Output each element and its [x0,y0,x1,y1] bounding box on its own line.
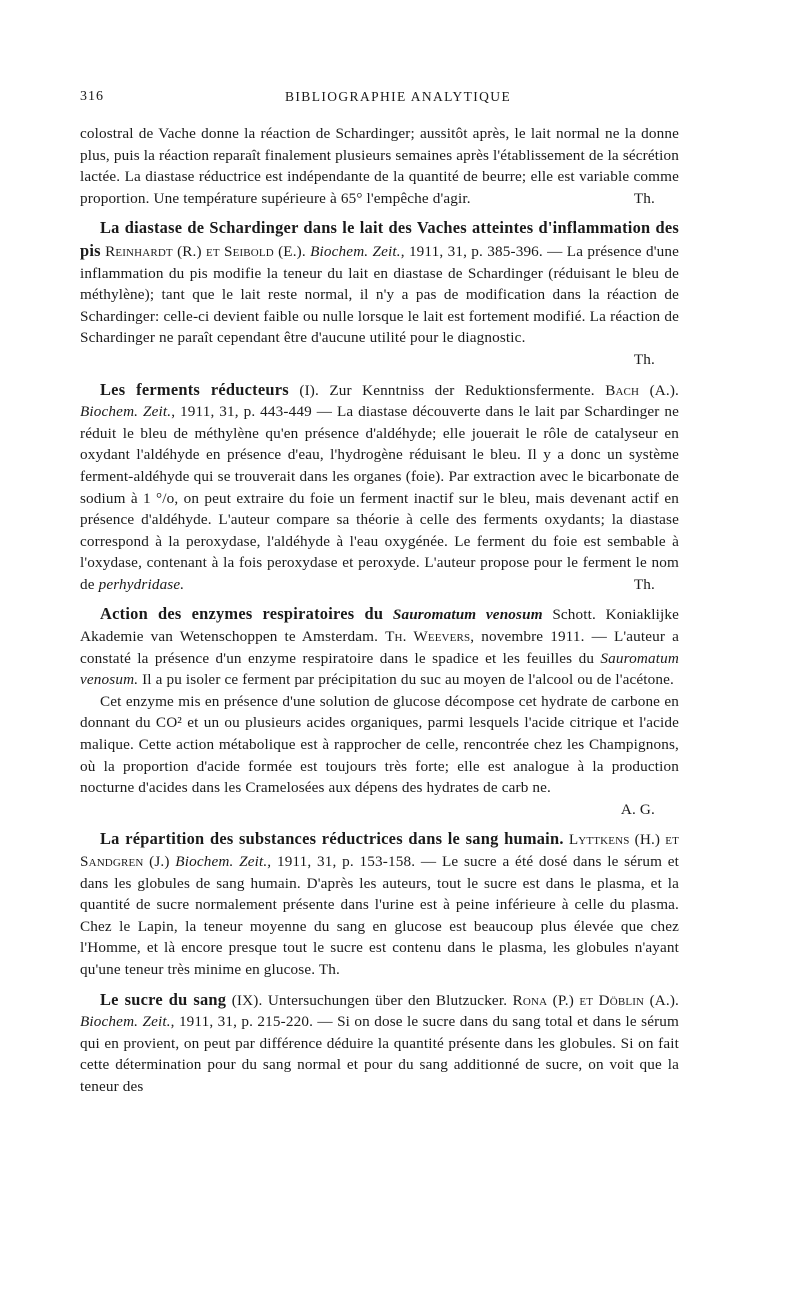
abstract-text: Le sucre a été dosé dans le sérum et dans les globules de sang humain. D'après les auteurs, tout le sucre est dans le plasma, et la quantité de sucre normalement présente dans l'urine est à peine inférieure à celle du plasma. Chez le Lapin, la teneur moyenne du sang en glucose est beaucoup plus élevée que chez l'Homme, et là encore presque tout le sucre est contenu dans le plasma, les globules n'ayant qu'une teneur très minime en glucose. [80,853,680,978]
citation-detail: novembre 1911. — [474,628,607,646]
text-body [80,123,679,1098]
abstract-text: Il a pu isoler ce ferment par précipitation du suc au moyen de l'alcool ou de l'acétone. [142,671,674,689]
abstract-entry [80,989,679,1098]
abstract-text: La diastase découverte dans le lait par Schardinger ne réduit le bleu de méthylène qu'en présence d'aldéhyde; elle jouerait le rôle de catalyseur en oxydant l'aldéhyde en présence d'eau, l'hydrogène réduisant le bleu. Il y a donc un système ferment-aldéhyde qui se trouverait dans les organes (foie). Par extraction avec le bicarbonate de sodium à 1 °/o, on peut extraire du foie un ferment inactif sur le bleu, mais devenant actif en présence d'aldéhyde. L'auteur compare sa théorie à celle des ferments oxydants; la diastase correspond à la peroxydase, l'aldéhyde à l'eau oxygénée. Le ferment du foie est sembable à l'oxydase, contenant à la fois peroxydase et peroxyde. L'auteur propose pour le ferment le nom de [80,403,679,593]
article-title-suffix: (I). Zur Kenntniss der Reduktionsfermente. [288,381,595,399]
citation-detail: , 1911, 31, p. 215-220. — [170,1013,333,1031]
article-authors: Th. Weevers, [385,628,475,646]
journal-name: Biochem. Zeit. [175,853,268,870]
abstract-entry [80,379,679,596]
citation-detail: , 1911, 31, p. 153-158. — [267,853,437,870]
abstract-signature: Th. [318,960,340,978]
abstract-entry [80,828,679,980]
abstract-text: La présence d'une inflammation du pis modifie la teneur du lait en diastase de Schardinger (réduisant le bleu de méthylène); tant que le lait reste normal, il n'y a pas de modification dans la réaction de Schardinger: celle-ci devient faible ou nulle lorsque le lait est fortement modifié. La réaction de Schardinger ne paraît cependant être d'aucune utilité pour le diagnostic. [80,242,679,347]
article-authors: Rona (P.) et Döblin (A.). [512,991,680,1009]
running-header [80,86,680,108]
journal-name: Biochem. Zeit. [80,403,172,421]
article-title-suffix: (IX). Untersuchungen über den Blutzucker. [226,991,508,1009]
species-name: Sauromatum venosum. [80,649,679,689]
abstract-entry [80,123,679,209]
article-title: La répartition des substances réductrices dans le sang humain. [100,829,564,849]
article-authors: Lyttkens (H.) et Sandgren (J.) [80,831,680,870]
citation-detail: , 1911, 31, p. 443-449 — [171,403,333,421]
abstract-signature: Th. [633,189,655,207]
abstract-entry [80,603,679,820]
running-title: BIBLIOGRAPHIE ANALYTIQUE [285,89,512,104]
abstract-text: colostral de Vache donne la réaction de Schardinger; aussitôt après, le lait normal ne la donne plus, puis la réaction reparaît finalement plusieurs semaines après l'établissement de la sécrétion lactée. La diastase réductrice est indépendante de la quantité de beurre; elle est variable comme proportion. Une température supérieure à 65° l'empêche d'agir. [80,125,679,207]
article-title: Action des enzymes respiratoires du [100,604,384,624]
citation-detail: , 1911, 31, p. 385-396. — [400,242,563,260]
abstract-paragraph: Cet enzyme mis en présence d'une solution de glucose décompose cet hydrate de carbone en donnant du CO² et un ou plusieurs acides organiques, parmi lesquels l'acide citrique et l'acide malique. Cette action métabolique est à rapprocher de celle, rencontrée chez les Champignons, où la proportion d'acide formée est toujours très forte; elle est analogue à la production nocturne d'acides dans les Cramelosées aux dépens des hydrates de carb ne. [80,692,679,797]
article-title: Le sucre du sang [100,989,227,1009]
article-title: La diastase de Schardinger dans le lait des Vaches atteintes d'inflammation des pis [80,218,679,260]
journal-name: Biochem. Zeit. [310,242,401,260]
abstract-text: L'auteur a constaté la présence d'un enzyme respiratoire dans le spadice et les feuilles du [80,628,680,667]
page-number: 316 [80,89,104,104]
abstract-text: Si on dose le sucre dans du sang total et dans le sérum qui en provient, on peut par différence déduire la quantité présente dans les globules. Si on fait cette détermination pour du sang normal et pour du sang additionné de sucre, on voit que la teneur des [80,1013,679,1095]
abstract-signature: Th. [633,575,655,593]
journal-name: Biochem. Zeit. [80,1013,171,1031]
abstract-term: perhydridase. [98,575,185,593]
abstract-entry [80,217,679,370]
abstract-signature: Th. [633,350,655,368]
article-authors: Bach (A.). [605,381,679,399]
abstract-signature: A. G. [620,800,655,818]
article-authors: Reinhardt (R.) et Seibold (E.). [105,242,306,260]
species-name: Sauromatum venosum [392,606,543,624]
article-title: Les ferments réducteurs [100,379,289,399]
citation-source: Schott. Koniaklijke Akademie van Wetenschoppen te Amsterdam. [80,606,679,646]
